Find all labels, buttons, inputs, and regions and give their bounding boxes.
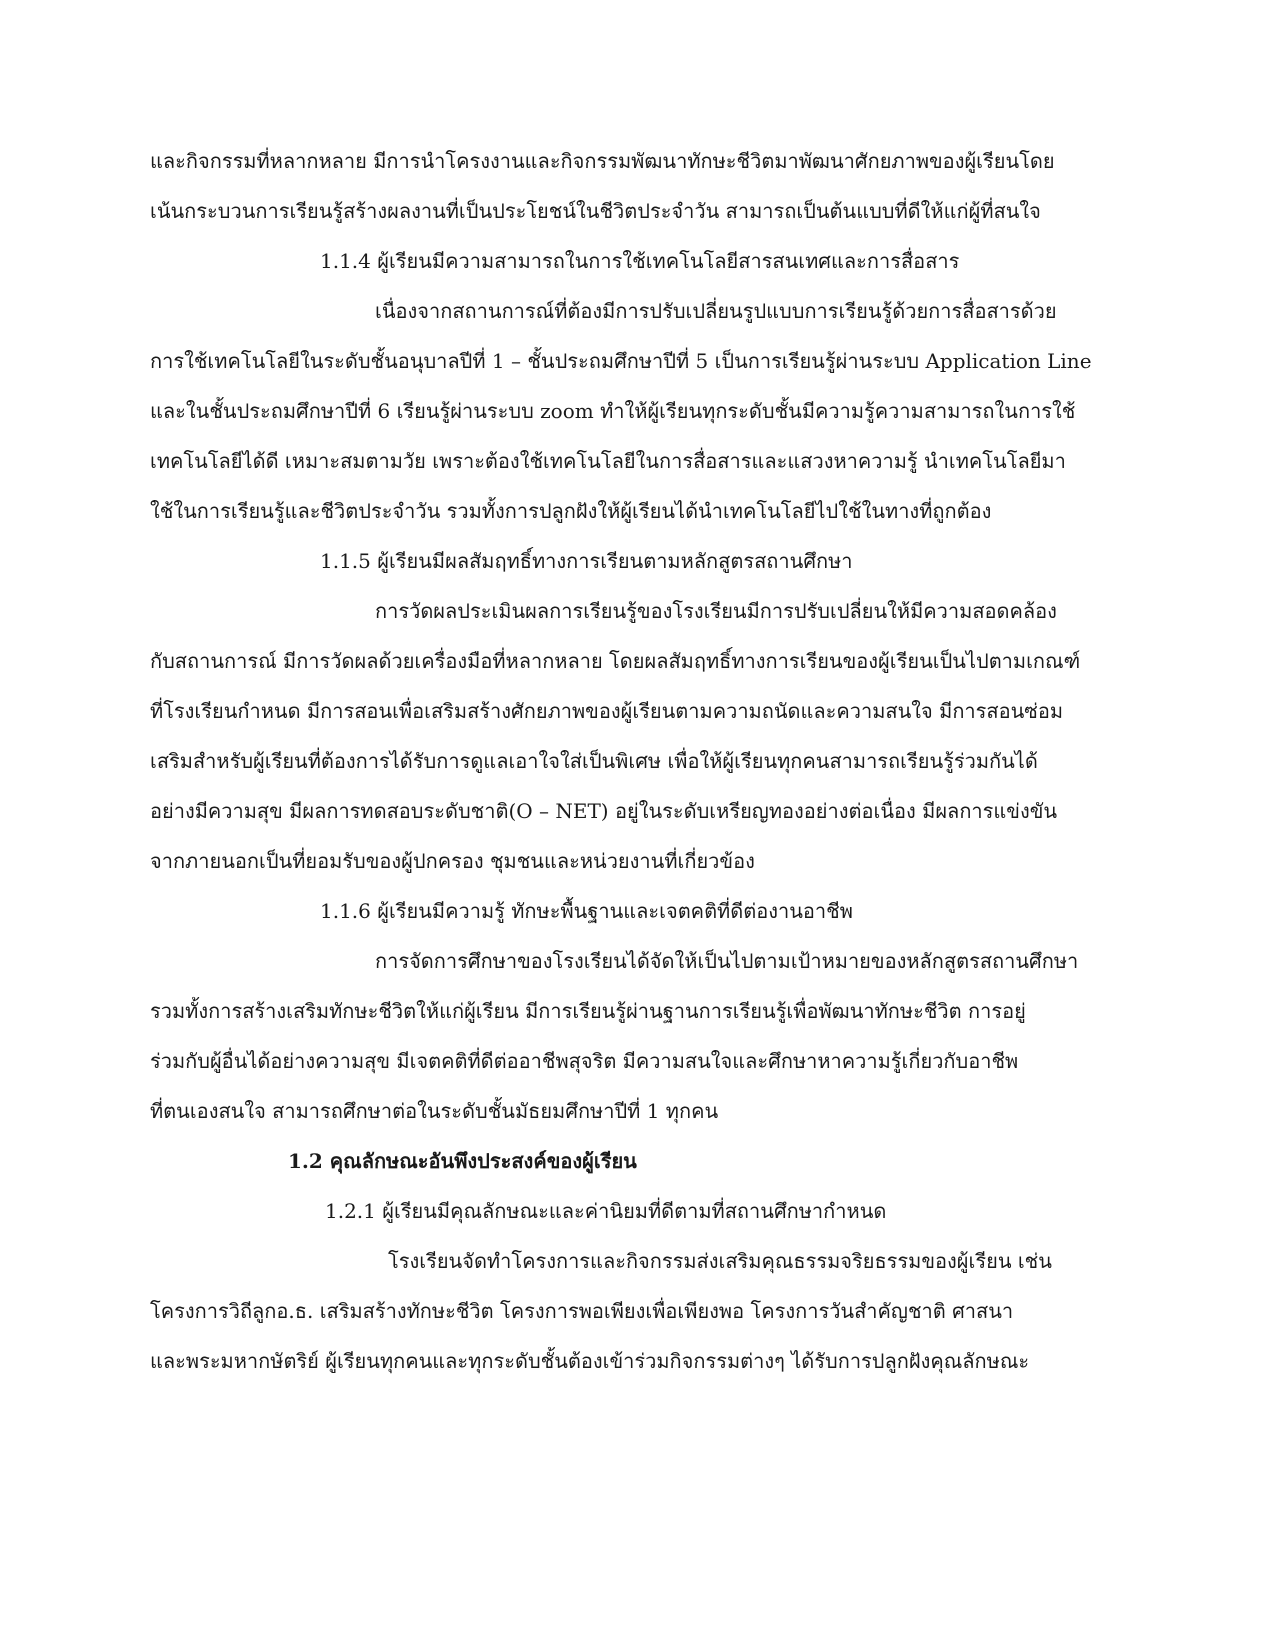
paragraph-line: กับสถานการณ์ มีการวัดผลด้วยเครื่องมือที่หลากหลาย โดยผลสัมฤทธิ์ทางการเรียนของผู้เรียนเป็นไปตามเกณฑ์ — [150, 649, 1081, 673]
paragraph-line: และพระมหากษัตริย์ ผู้เรียนทุกคนและทุกระดับชั้นต้องเข้าร่วมกิจกรรมต่างๆ ได้รับการปลูกฝังคุณลักษณะ — [150, 1349, 1030, 1373]
paragraph-line: ใช้ในการเรียนรู้และชีวิตประจำวัน รวมทั้งการปลูกฝังให้ผู้เรียนได้นำเทคโนโลยีไปใช้ในทางที่ถูกต้อง — [150, 499, 992, 523]
section-heading-1-2: 1.2 คุณลักษณะอันพึงประสงค์ของผู้เรียน — [288, 1149, 637, 1173]
paragraph-line: ที่ตนเองสนใจ สามารถศึกษาต่อในระดับชั้นมัธยมศึกษาปีที่ 1 ทุกคน — [150, 1099, 719, 1123]
paragraph-line: เสริมสำหรับผู้เรียนที่ต้องการได้รับการดูแลเอาใจใส่เป็นพิเศษ เพื่อให้ผู้เรียนทุกคนสามารถเรียนรู้ร่วมกันได้ — [150, 749, 1038, 773]
paragraph-line: และในชั้นประถมศึกษาปีที่ 6 เรียนรู้ผ่านระบบ zoom ทำให้ผู้เรียนทุกระดับชั้นมีความรู้ความสามารถในการใช้ — [150, 399, 1076, 423]
paragraph-line: ที่โรงเรียนกำหนด มีการสอนเพื่อเสริมสร้างศักยภาพของผู้เรียนตามความถนัดและความสนใจ มีการสอนซ่อม — [150, 699, 1064, 723]
paragraph-line: การจัดการศึกษาของโรงเรียนได้จัดให้เป็นไปตามเป้าหมายของหลักสูตรสถานศึกษา — [375, 949, 1079, 973]
subsection-heading-1-1-4: 1.1.4 ผู้เรียนมีความสามารถในการใช้เทคโนโลยีสารสนเทศและการสื่อสาร — [320, 249, 960, 273]
paragraph-line: เน้นกระบวนการเรียนรู้สร้างผลงานที่เป็นประโยชน์ในชีวิตประจำวัน สามารถเป็นต้นแบบที่ดีให้แก่ผู้ที่สนใจ — [150, 199, 1041, 223]
paragraph-line: รวมทั้งการสร้างเสริมทักษะชีวิตให้แก่ผู้เรียน มีการเรียนรู้ผ่านฐานการเรียนรู้เพื่อพัฒนาทักษะชีวิต การอยู่ — [150, 999, 1026, 1023]
subsection-heading-1-1-6: 1.1.6 ผู้เรียนมีความรู้ ทักษะพื้นฐานและเจตคติที่ดีต่องานอาชีพ — [320, 899, 853, 923]
paragraph-line: เนื่องจากสถานการณ์ที่ต้องมีการปรับเปลี่ยนรูปแบบการเรียนรู้ด้วยการสื่อสารด้วย — [375, 299, 1057, 323]
paragraph-line: และกิจกรรมที่หลากหลาย มีการนำโครงงานและกิจกรรมพัฒนาทักษะชีวิตมาพัฒนาศักยภาพของผู้เรียนโดย — [150, 149, 1055, 173]
paragraph-line: โครงการวิถีลูกอ.ธ. เสริมสร้างทักษะชีวิต โครงการพอเพียงเพื่อเพียงพอ โครงการวันสำคัญชาติ ศาสนา — [150, 1299, 1014, 1323]
paragraph-line: โรงเรียนจัดทำโครงการและกิจกรรมส่งเสริมคุณธรรมจริยธรรมของผู้เรียน เช่น — [388, 1249, 1052, 1273]
paragraph-line: ร่วมกับผู้อื่นได้อย่างความสุข มีเจตคติที่ดีต่ออาชีพสุจริต มีความสนใจและศึกษาหาความรู้เกี่ยวกับอาชีพ — [150, 1049, 1019, 1073]
paragraph-line: จากภายนอกเป็นที่ยอมรับของผู้ปกครอง ชุมชนและหน่วยงานที่เกี่ยวข้อง — [150, 849, 755, 873]
subsection-heading-1-2-1: 1.2.1 ผู้เรียนมีคุณลักษณะและค่านิยมที่ดีตามที่สถานศึกษากำหนด — [325, 1199, 887, 1223]
subsection-heading-1-1-5: 1.1.5 ผู้เรียนมีผลสัมฤทธิ์ทางการเรียนตามหลักสูตรสถานศึกษา — [320, 549, 853, 573]
paragraph-line: อย่างมีความสุข มีผลการทดสอบระดับชาติ(O – NET) อยู่ในระดับเหรียญทองอย่างต่อเนื่อง มีผลการแข่งขัน — [150, 799, 1058, 823]
paragraph-line: เทคโนโลยีได้ดี เหมาะสมตามวัย เพราะต้องใช้เทคโนโลยีในการสื่อสารและแสวงหาความรู้ นำเทคโนโลยีมา — [150, 449, 1066, 473]
paragraph-line: การวัดผลประเมินผลการเรียนรู้ของโรงเรียนมีการปรับเปลี่ยนให้มีความสอดคล้อง — [375, 599, 1057, 623]
paragraph-line: การใช้เทคโนโลยีในระดับชั้นอนุบาลปีที่ 1 – ชั้นประถมศึกษาปีที่ 5 เป็นการเรียนรู้ผ่านระบบ Application Line — [150, 349, 1092, 373]
